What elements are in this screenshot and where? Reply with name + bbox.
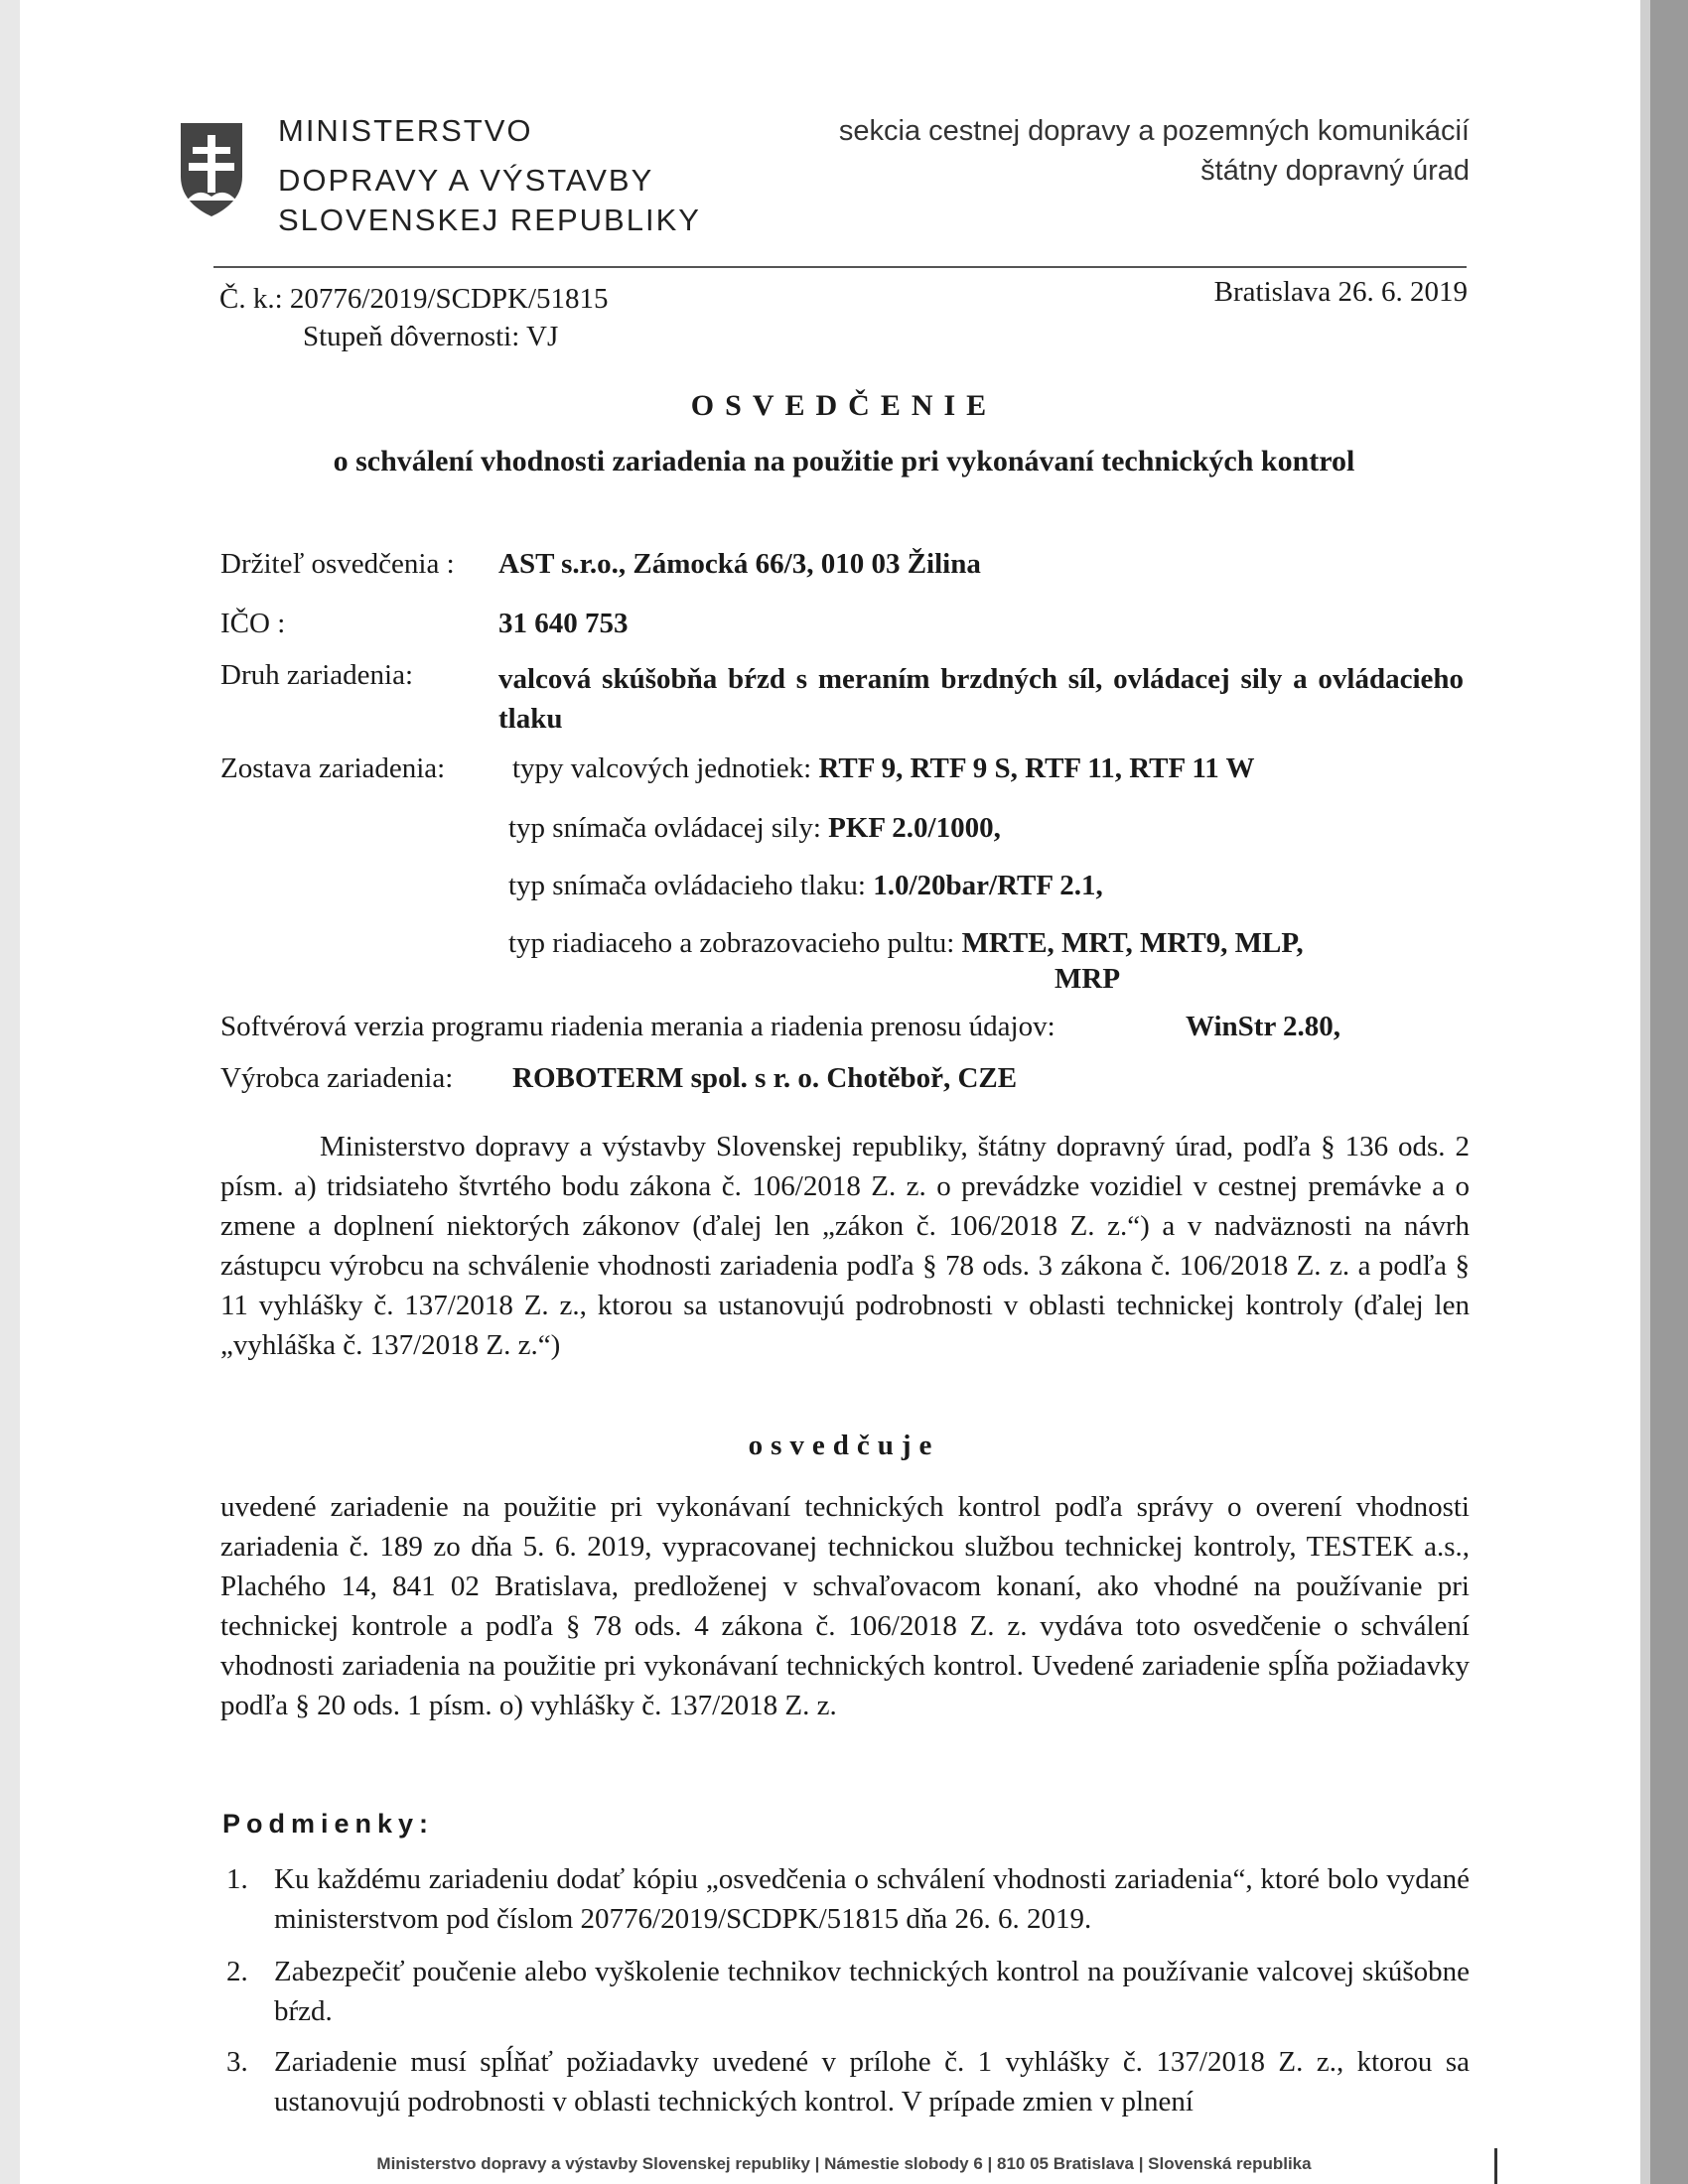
state-crest-icon: [179, 121, 244, 218]
ministry-line-3: SLOVENSKEJ REPUBLIKY: [278, 203, 701, 237]
section-name: [839, 111, 1470, 191]
assembly-item: typ riadiaceho a zobrazovacieho pultu: MRTE, MRT, MRT9, MLP,: [508, 927, 1304, 959]
assembly-item: typ snímača ovládacieho tlaku: 1.0/20bar/RTF 2.1,: [508, 870, 1103, 901]
condition-text: Ku každému zariadeniu dodať kópiu „osvedčenia o schválení vhodnosti zariadenia“, ktoré bolo vydané ministerstvom pod číslom 20776/2019/SCDPK/51815 dňa 26. 6. 2019.: [274, 1863, 1470, 1935]
condition-text: Zabezpečiť poučenie alebo vyškolenie technikov technických kontrol na používanie valcovej skúšobne bŕzd.: [274, 1956, 1470, 2027]
ministry-line-2: DOPRAVY A VÝSTAVBY: [278, 163, 654, 198]
ministry-line-1: MINISTERSTVO: [278, 113, 533, 148]
certifies-heading: osvedčuje: [748, 1430, 940, 1461]
conditions-heading: Podmienky:: [222, 1809, 435, 1839]
scan-edge-right-inner: [1640, 0, 1650, 2184]
manufacturer-value: ROBOTERM spol. s r. o. Chotěboř, CZE: [512, 1062, 1018, 1094]
field-device-type: [220, 659, 1470, 752]
device-type-value: valcová skúšobňa bŕzd s meraním brzdných síl, ovládacej sily a ovládacieho tlaku: [498, 663, 1464, 735]
software-label: Softvérová verzia programu riadenia merania a riadenia prenosu údajov:: [220, 1011, 1055, 1042]
certificate-fields: [220, 548, 1470, 1108]
ministry-name: [278, 111, 701, 240]
field-ico: [220, 608, 1470, 659]
assembly-item: typ snímača ovládacej sily: PKF 2.0/1000,: [508, 812, 1001, 844]
scan-edge-left: [0, 0, 20, 2184]
issue-date: Bratislava 26. 6. 2019: [1213, 276, 1468, 308]
confidentiality-level: Stupeň dôvernosti: VJ: [303, 321, 559, 352]
condition-number: 3.: [226, 2046, 248, 2078]
condition-text: Zariadenie musí spĺňať požiadavky uvedené v prílohe č. 1 vyhlášky č. 137/2018 Z. z., ktorou sa ustanovujú podrobnosti v oblasti technických kontrol. V prípade zmien v plnení: [274, 2046, 1470, 2117]
legal-basis-paragraph: [220, 1127, 1470, 1365]
reference-number: Č. k.: 20776/2019/SCDPK/51815: [219, 283, 609, 315]
certification-paragraph: uvedené zariadenie na použitie pri vykonávaní technických kontrol podľa správy o overení vhodnosti zariadenia č. 189 zo dňa 5. 6. 2019, vypracovanej technickou službou technickej kontroly, TESTEK a.s., Plachého 14, 841 02 Bratislava, predloženej v schvaľovacom konaní, ako vhodné na používanie pri technickej kontrole a podľa § 78 ods. 4 zákona č. 106/2018 Z. z. vydáva toto osvedčenie o schválení vhodnosti zariadenia na použitie pri vykonávaní technických kontrol. Uvedené zariadenie spĺňa požiadavky podľa § 20 ods. 1 písm. o) vyhlášky č. 137/2018 Z. z.: [220, 1491, 1470, 1721]
holder-label: Držiteľ osvedčenia :: [220, 548, 455, 580]
condition-number: 1.: [226, 1863, 248, 1895]
field-manufacturer: [220, 1062, 1470, 1108]
scan-edge-right: [1650, 0, 1688, 2184]
document-subtitle: o schválení vhodnosti zariadenia na použitie pri vykonávaní technických kontrol: [333, 445, 1355, 478]
field-assembly: [220, 752, 1470, 1011]
footer-divider: [1494, 2148, 1497, 2184]
condition-number: 2.: [226, 1956, 248, 1987]
assembly-item: typy valcových jednotiek: RTF 9, RTF 9 S, RTF 11, RTF 11 W: [512, 752, 1255, 784]
document-title: OSVEDČENIE: [690, 389, 998, 422]
section-line-2: štátny dopravný úrad: [1200, 155, 1470, 187]
ico-value: 31 640 753: [498, 608, 629, 639]
ico-label: IČO :: [220, 608, 286, 639]
holder-value: AST s.r.o., Zámocká 66/3, 010 03 Žilina: [498, 548, 981, 580]
device-type-label: Druh zariadenia:: [220, 659, 414, 691]
assembly-item-continuation: MRP: [1055, 963, 1121, 995]
manufacturer-label: Výrobca zariadenia:: [220, 1062, 454, 1094]
field-software: [220, 1011, 1470, 1062]
header-divider: [213, 266, 1467, 268]
legal-basis-text: Ministerstvo dopravy a výstavby Slovenskej republiky, štátny dopravný úrad, podľa § 136 ods. 2 písm. a) tridsiateho štvrtého bodu zákona č. 106/2018 Z. z. o prevádzke vozidiel v cestnej premávke a o zmene a doplnení niektorých zákonov (ďalej len „zákon č. 106/2018 Z. z.“) a v nadväznosti na návrh zástupcu výrobcu na schválenie vhodnosti zariadenia podľa § 78 ods. 3 zákona č. 106/2018 Z. z. a podľa § 11 vyhlášky č. 137/2018 Z. z., ktorou sa ustanovujú podrobnosti v oblasti technickej kontroly (ďalej len „vyhláška č. 137/2018 Z. z.“): [220, 1131, 1470, 1361]
section-line-1: sekcia cestnej dopravy a pozemných komunikácií: [838, 115, 1470, 147]
software-value: WinStr 2.80,: [1186, 1011, 1341, 1042]
footer-address: Ministerstvo dopravy a výstavby Slovenskej republiky | Námestie slobody 6 | 810 05 Bratislava | Slovenská republika: [376, 2154, 1312, 2173]
letterhead: [179, 111, 1470, 270]
assembly-label: Zostava zariadenia:: [220, 752, 446, 784]
field-holder: [220, 548, 1470, 608]
